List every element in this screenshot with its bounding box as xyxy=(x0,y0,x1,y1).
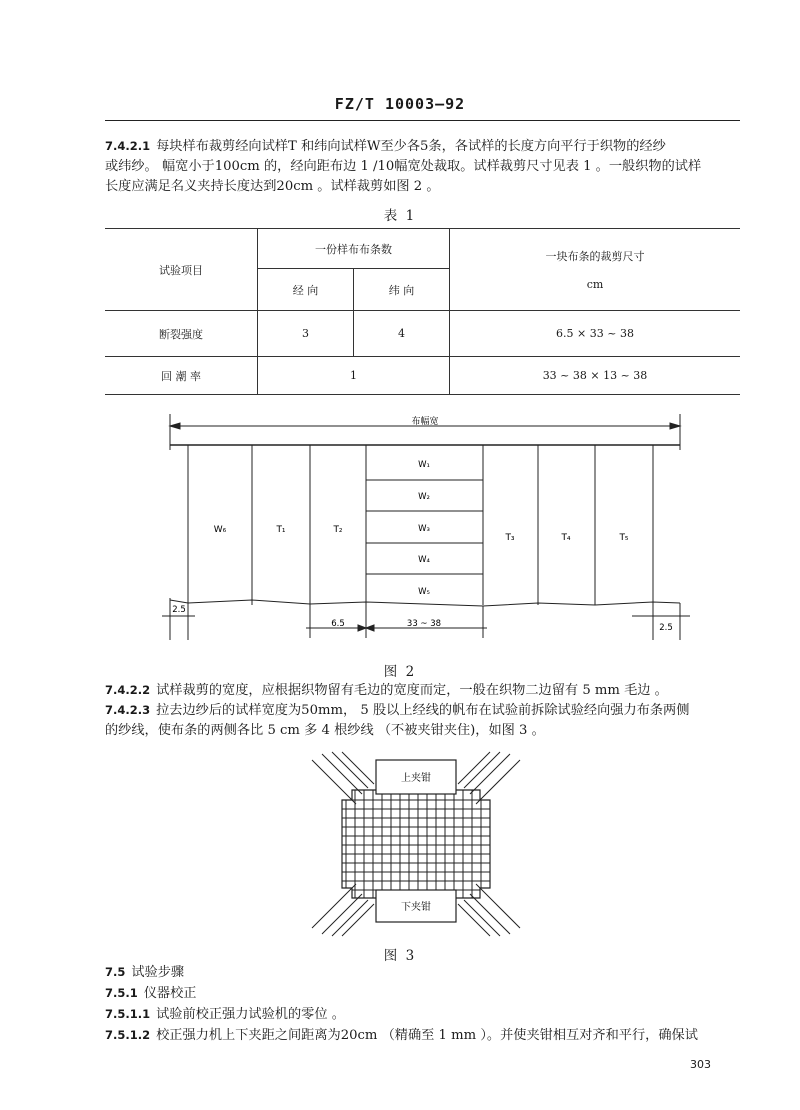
paragraph-7-4-2-2 xyxy=(105,680,740,701)
page-number: 303 xyxy=(690,1058,711,1071)
strip-t2: T₂ xyxy=(333,525,343,535)
figure-3-clamp-diagram xyxy=(0,750,800,940)
text-line: 拉去边纱后的试样宽度为50mm， 5 股以上经线的帆布在试验前拆除试验经向强力布条两侧 xyxy=(156,703,690,718)
figure-3-caption: 图 3 xyxy=(383,948,417,964)
figure-2-cutting-layout xyxy=(0,400,800,660)
row-warp: 3 xyxy=(258,311,354,357)
dim-right-margin: 2.5 xyxy=(659,623,673,633)
header-item: 试验项目 xyxy=(105,229,258,311)
fabric-width-label: 布幅宽 xyxy=(411,417,439,427)
text-line: 试验前校正强力试验机的零位 。 xyxy=(156,1007,345,1022)
table-caption: 表 1 xyxy=(383,208,417,224)
text-line: 校正强力机上下夹距之间距离为20cm （精确至 1 mm ）。并使夹钳相互对齐和平行，确保试 xyxy=(156,1028,698,1043)
paragraph-7-5 xyxy=(105,962,740,1046)
text-line: 每块样布裁剪经向试样T 和纬向试样W至少各5条，各试样的长度方向平行于织物的经纱 xyxy=(156,139,666,154)
header-rule xyxy=(105,120,740,121)
row-item: 回 潮 率 xyxy=(105,357,258,395)
strip-w6: W₆ xyxy=(213,525,227,535)
standard-number: FZ/T 10003—92 xyxy=(334,95,466,113)
header-count: 一份样布布条数 xyxy=(258,229,450,269)
paragraph-7-4-2-1 xyxy=(105,136,740,197)
row-item: 断裂强度 xyxy=(105,311,258,357)
text-line: 的纱线，使布条的两侧各比 5 cm 多 4 根纱线 （不被夹钳夹住)，如图 3 。 xyxy=(105,723,545,738)
stack-w2: W₂ xyxy=(418,492,430,502)
header-warp: 经 向 xyxy=(258,269,354,311)
section-title: 试验步骤 xyxy=(131,965,185,980)
row-count: 1 xyxy=(258,357,450,395)
text-line: 试样裁剪的宽度，应根据织物留有毛边的宽度而定，一般在织物二边留有 5 mm 毛边 。 xyxy=(156,683,668,698)
section-title: 仪器校正 xyxy=(143,986,197,1001)
strip-t3: T₃ xyxy=(505,533,515,543)
header-size xyxy=(450,229,741,311)
header-weft: 纬 向 xyxy=(354,269,450,311)
spec-table xyxy=(105,228,740,395)
stack-w1: W₁ xyxy=(418,460,430,470)
dim-left-margin: 2.5 xyxy=(172,605,186,615)
section-number: 7.5 xyxy=(105,965,126,979)
section-number: 7.4.2.1 xyxy=(105,139,151,153)
text-line: 长度应满足名义夹持长度达到20cm 。试样裁剪如图 2 。 xyxy=(105,179,440,194)
header-size-label: 一块布条的裁剪尺寸 xyxy=(545,250,645,263)
stack-w4: W₄ xyxy=(418,555,430,565)
section-number: 7.4.2.3 xyxy=(105,703,151,717)
section-number: 7.5.1.2 xyxy=(105,1028,151,1042)
stack-w3: W₃ xyxy=(418,524,430,534)
row-weft: 4 xyxy=(354,311,450,357)
stack-w5: W₅ xyxy=(418,587,430,597)
strip-t4: T₄ xyxy=(561,533,571,543)
row-size: 33 ~ 38 × 13 ~ 38 xyxy=(450,357,741,395)
paragraph-7-4-2-3 xyxy=(105,700,740,741)
strip-t1: T₁ xyxy=(276,525,286,535)
row-size: 6.5 × 33 ~ 38 xyxy=(450,311,741,357)
figure-2-caption: 图 2 xyxy=(383,664,417,680)
dim-stack-width: 33 ~ 38 xyxy=(406,619,442,629)
upper-clamp-label: 上夹钳 xyxy=(401,773,431,784)
strip-t5: T₅ xyxy=(619,533,629,543)
text-line: 或纬纱。 幅宽小于100cm 的，经向距布边 1 /10幅宽处裁取。试样裁剪尺寸见表 1 。一般织物的试样 xyxy=(105,159,702,174)
dim-strip-width: 6.5 xyxy=(331,619,345,629)
section-number: 7.4.2.2 xyxy=(105,683,151,697)
lower-clamp-label: 下夹钳 xyxy=(401,902,431,913)
section-number: 7.5.1.1 xyxy=(105,1007,151,1021)
section-number: 7.5.1 xyxy=(105,986,138,1000)
header-size-unit: cm xyxy=(586,278,604,291)
